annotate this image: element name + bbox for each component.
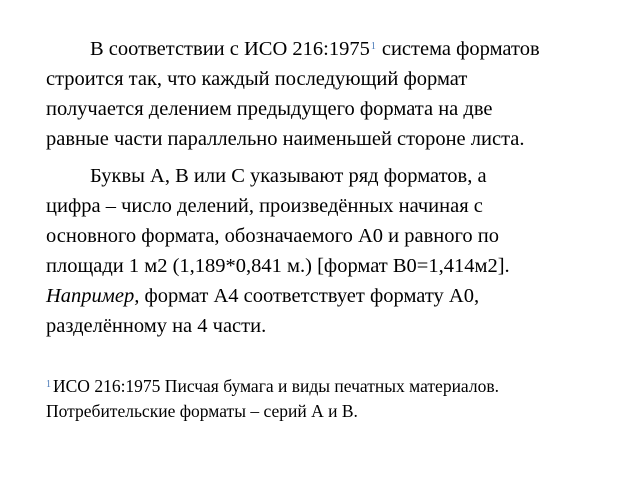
- text-segment: формат А4 соответствует формату А0,: [139, 285, 480, 307]
- text-line: разделённому на 4 части.: [46, 315, 267, 337]
- text-line: строится так, что каждый последующий формат: [46, 68, 468, 90]
- footnote-marker: 1: [46, 379, 51, 390]
- footnote-line: Потребительские форматы – серий А и В.: [46, 401, 358, 421]
- text-line: получается делением предыдущего формата на две: [46, 98, 493, 120]
- footnote-line: [46, 372, 636, 399]
- emphasis-text: Например,: [46, 285, 140, 307]
- footnote-text: ИСО 216:1975 Писчая бумага и виды печатных материалов.: [53, 376, 499, 396]
- text-line: равные части параллельно наименьшей стороне листа.: [46, 128, 525, 150]
- footnote-reference[interactable]: 1: [370, 41, 376, 52]
- text-line: площади 1 м2 (1,189*0,841 м.) [формат В0=1,414м2].: [46, 255, 510, 277]
- text-line: цифра – число делений, произведённых начиная с: [46, 195, 483, 217]
- paragraph-format-letters: [46, 161, 636, 341]
- text-line: Буквы А, В или С указывают ряд форматов, а: [90, 165, 487, 187]
- footnote: [46, 372, 636, 424]
- text-segment: система форматов: [381, 38, 540, 60]
- text-line: основного формата, обозначаемого А0 и равного по: [46, 225, 499, 247]
- text-line: [46, 32, 636, 64]
- paragraph-iso-standard: [46, 32, 636, 154]
- text-line: [46, 281, 636, 311]
- text-segment: В соответствии с ИСО 216:1975: [90, 38, 370, 60]
